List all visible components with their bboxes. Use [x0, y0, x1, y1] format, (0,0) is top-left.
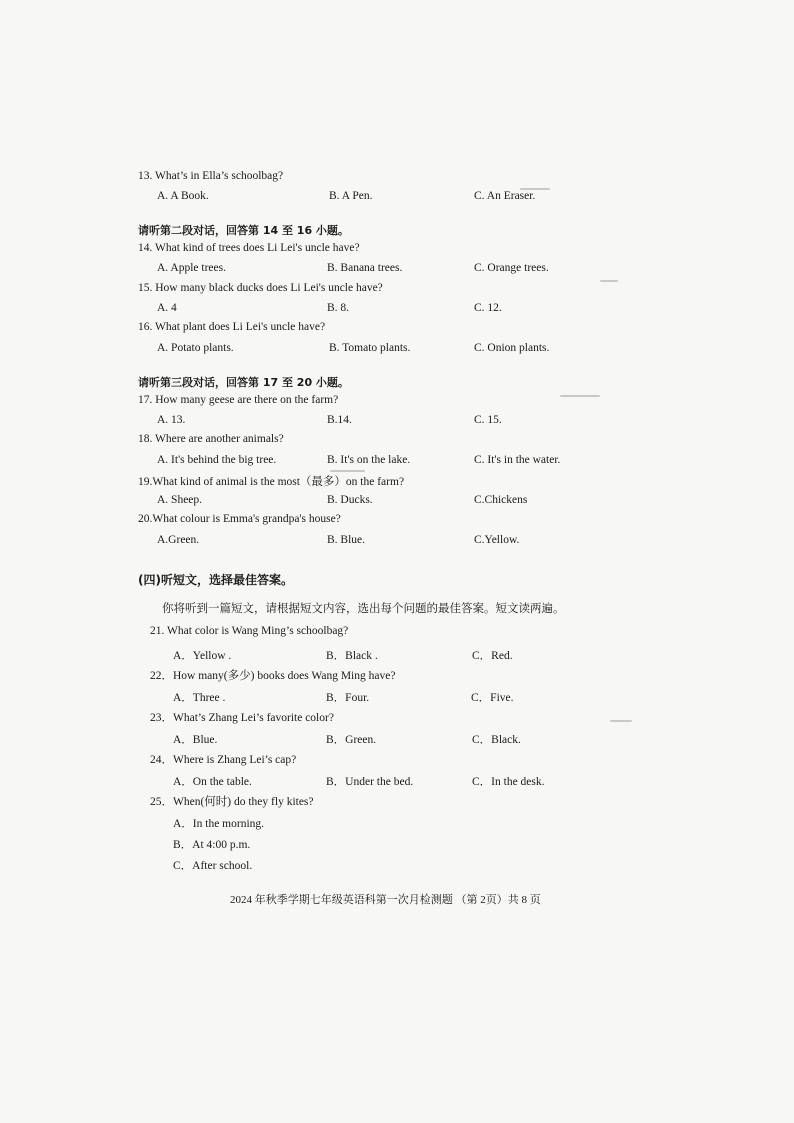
- question-17-option-b: B.14.: [327, 414, 352, 426]
- question-18-option-c: C. It's in the water.: [474, 454, 561, 466]
- question-18: 18. Where are another animals?: [138, 433, 284, 445]
- question-17-option-c: C. 15.: [474, 414, 502, 426]
- question-19: 19.What kind of animal is the most（最多）on the farm?: [138, 476, 405, 488]
- question-15: 15. How many black ducks does Li Lei's uncle have?: [138, 282, 383, 294]
- question-16-option-b: B. Tomato plants.: [329, 342, 411, 354]
- scan-speck: [560, 395, 600, 397]
- question-18-option-a: A. It's behind the big tree.: [157, 454, 277, 466]
- question-17-option-a: A. 13.: [157, 414, 186, 426]
- question-13-option-a: A. A Book.: [157, 190, 209, 202]
- question-17: 17. How many geese are there on the farm?: [138, 394, 339, 406]
- question-20-option-c: C.Yellow.: [474, 534, 520, 546]
- question-21-option-a: A．Yellow .: [173, 650, 232, 662]
- question-16: 16. What plant does Li Lei's uncle have?: [138, 321, 326, 333]
- question-20-option-b: B. Blue.: [327, 534, 366, 546]
- question-22-option-b: B．Four.: [326, 692, 370, 704]
- question-15-option-a: A. 4: [157, 302, 177, 314]
- question-23-option-c: C．Black.: [472, 734, 521, 746]
- question-14: 14. What kind of trees does Li Lei's uncle have?: [138, 242, 360, 254]
- question-13-option-b: B. A Pen.: [329, 190, 373, 202]
- question-21: 21. What color is Wang Ming’s schoolbag?: [150, 625, 349, 637]
- question-25-option-a: A．In the morning.: [173, 818, 265, 830]
- scan-speck: [330, 470, 365, 472]
- scan-speck: [610, 720, 632, 722]
- question-22-option-a: A．Three .: [173, 692, 226, 704]
- question-16-option-c: C. Onion plants.: [474, 342, 550, 354]
- question-20: 20.What colour is Emma's grandpa's house?: [138, 513, 341, 525]
- scan-speck: [600, 280, 618, 282]
- question-19-option-b: B. Ducks.: [327, 494, 373, 506]
- question-23-option-b: B．Green.: [326, 734, 377, 746]
- question-24-option-a: A．On the table.: [173, 776, 252, 788]
- question-24-option-b: B．Under the bed.: [326, 776, 414, 788]
- question-16-option-a: A. Potato plants.: [157, 342, 234, 354]
- question-25-option-c: C．After school.: [173, 860, 253, 872]
- dialogue-3-instruction: 请听第三段对话，回答第 17 至 20 小题。: [138, 376, 349, 389]
- section-4-heading: (四)听短文，选择最佳答案。: [138, 573, 293, 587]
- question-21-option-b: B．Black .: [326, 650, 378, 662]
- question-19-option-c: C.Chickens: [474, 494, 528, 506]
- question-13: 13. What’s in Ella’s schoolbag?: [138, 170, 284, 182]
- question-13-option-c: C. An Eraser.: [474, 190, 536, 202]
- question-24-option-c: C．In the desk.: [472, 776, 545, 788]
- question-23: 23．What’s Zhang Lei’s favorite color?: [150, 712, 334, 724]
- question-22-option-c: C．Five.: [471, 692, 514, 704]
- question-25: 25．When(何时) do they fly kites?: [150, 796, 314, 808]
- question-14-option-c: C. Orange trees.: [474, 262, 549, 274]
- question-23-option-a: A．Blue.: [173, 734, 218, 746]
- dialogue-2-instruction: 请听第二段对话，回答第 14 至 16 小题。: [138, 224, 349, 237]
- question-18-option-b: B. It's on the lake.: [327, 454, 411, 466]
- question-14-option-a: A. Apple trees.: [157, 262, 226, 274]
- question-15-option-b: B. 8.: [327, 302, 350, 314]
- question-21-option-c: C．Red.: [472, 650, 513, 662]
- page-footer: 2024 年秋季学期七年级英语科第一次月检测题 （第 2页）共 8 页: [230, 894, 541, 906]
- section-4-intro: 你将听到一篇短文，请根据短文内容，选出每个问题的最佳答案。短文读两遍。: [162, 601, 565, 615]
- question-14-option-b: B. Banana trees.: [327, 262, 403, 274]
- question-19-option-a: A. Sheep.: [157, 494, 203, 506]
- question-15-option-c: C. 12.: [474, 302, 502, 314]
- question-25-option-b: B．At 4:00 p.m.: [173, 839, 251, 851]
- question-20-option-a: A.Green.: [157, 534, 200, 546]
- question-22: 22．How many(多少) books does Wang Ming have?: [150, 670, 396, 682]
- question-24: 24．Where is Zhang Lei’s cap?: [150, 754, 297, 766]
